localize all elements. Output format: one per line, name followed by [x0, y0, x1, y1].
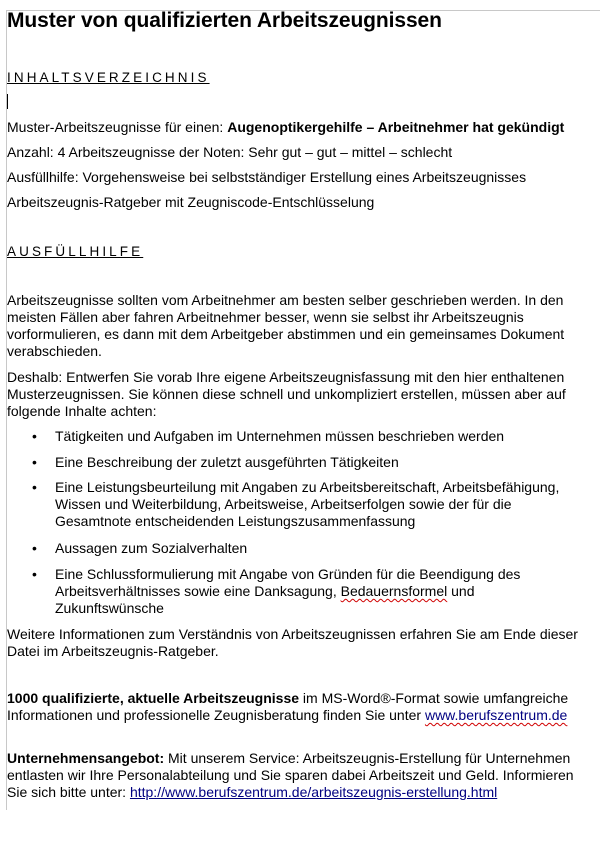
- toc-heading: INHALTSVERZEICHNIS: [7, 70, 210, 85]
- para3-line-2: Datei im Arbeitszeugnis-Ratgeber.: [7, 643, 219, 659]
- para1-line-1: Arbeitszeugnisse sollten vom Arbeitnehmer am besten selber geschrieben werden. In den: [7, 292, 564, 308]
- para2-line-3: folgende Inhalte achten:: [7, 403, 157, 419]
- bullet-5-line-1: Eine Schlussformulierung mit Angabe von Gründen für die Beendigung des: [55, 566, 521, 582]
- para5-line-1: Unternehmensangebot: Mit unserem Service: Arbeitszeugnis-Erstellung für Unternehmen: [7, 750, 571, 766]
- para5-line-2: entlasten wir Ihre Personalabteilung und Sie sparen dabei Arbeitszeit und Geld. Informieren: [7, 767, 574, 783]
- para1-line-2: meisten Fällen aber fahren Arbeitnehmer besser, wenn sie selbst ihr Arbeitszeugnis: [7, 309, 524, 325]
- bullet-3-line-1: Eine Leistungsbeurteilung mit Angaben zu Arbeitsbereitschaft, Arbeitsbefähigung,: [55, 479, 560, 495]
- toc-item-3: Ausfüllhilfe: Vorgehensweise bei selbstständiger Erstellung eines Arbeitszeugnisses: [7, 169, 527, 185]
- help-heading: AUSFÜLLHILFE: [7, 244, 144, 259]
- text-cursor: [7, 94, 8, 109]
- bullet-3-line-2: Wissen und Weiterbildung, Arbeitsweise, Arbeitserfolgen sowie der für die: [55, 496, 512, 512]
- spellcheck-word: Bedauernsformel: [340, 583, 448, 599]
- toc-item-1: Muster-Arbeitszeugnisse für einen: Augenoptikergehilfe – Arbeitnehmer hat gekündigt: [7, 119, 565, 135]
- para4-line-2: Informationen und professionelle Zeugnisberatung finden Sie unter www.berufszentrum.de: [7, 707, 568, 723]
- document-title: Muster von qualifizierten Arbeitszeugnissen: [7, 9, 442, 32]
- toc-item-4: Arbeitszeugnis-Ratgeber mit Zeugniscode-Entschlüsselung: [7, 194, 375, 210]
- berufszentrum-link[interactable]: www.berufszentrum.de: [424, 707, 568, 723]
- bullet-1-dot: •: [32, 428, 37, 444]
- para1-line-3: vorformulieren, es dann mit dem Arbeitgeber abstimmen und ein gemeinsames Dokument: [7, 326, 565, 342]
- bullet-2: Eine Beschreibung der zuletzt ausgeführten Tätigkeiten: [55, 454, 399, 470]
- bullet-4-dot: •: [32, 540, 37, 556]
- para5-line-3: Sie sich bitte unter: http://www.berufszentrum.de/arbeitszeugnis-erstellung.html: [7, 784, 498, 800]
- para2-line-1: Deshalb: Entwerfen Sie vorab Ihre eigene Arbeitszeugnisfassung mit den hier enthaltenen: [7, 369, 565, 385]
- zeugnis-erstellung-link[interactable]: http://www.berufszentrum.de/arbeitszeugnis-erstellung.html: [129, 784, 498, 800]
- bullet-5-line-2: Arbeitsverhältnisses sowie eine Danksagung, Bedauernsformel und: [55, 583, 475, 599]
- bullet-5-line-3: Zukunftswünsche: [55, 600, 164, 616]
- para4-line-1: 1000 qualifizierte, aktuelle Arbeitszeugnisse im MS-Word®-Format sowie umfangreiche: [7, 690, 569, 706]
- bullet-3-line-3: Gesamtnote entscheidenden Leistungszusammenfassung: [55, 513, 416, 529]
- para1-line-4: verabschieden.: [7, 343, 102, 359]
- bullet-1: Tätigkeiten und Aufgaben im Unternehmen müssen beschrieben werden: [55, 428, 505, 444]
- para3-line-1: Weitere Informationen zum Verständnis von Arbeitszeugnissen erfahren Sie am Ende dieser: [7, 626, 578, 642]
- toc-item-2: Anzahl: 4 Arbeitszeugnisse der Noten: Sehr gut – gut – mittel – schlecht: [7, 144, 453, 160]
- bullet-2-dot: •: [32, 454, 37, 470]
- bullet-3-dot: •: [32, 479, 37, 495]
- bullet-4: Aussagen zum Sozialverhalten: [55, 540, 248, 556]
- para2-line-2: Musterzeugnissen. Sie können diese schnell und unkompliziert erstellen, müssen aber auf: [7, 386, 566, 402]
- bullet-5-dot: •: [32, 566, 37, 582]
